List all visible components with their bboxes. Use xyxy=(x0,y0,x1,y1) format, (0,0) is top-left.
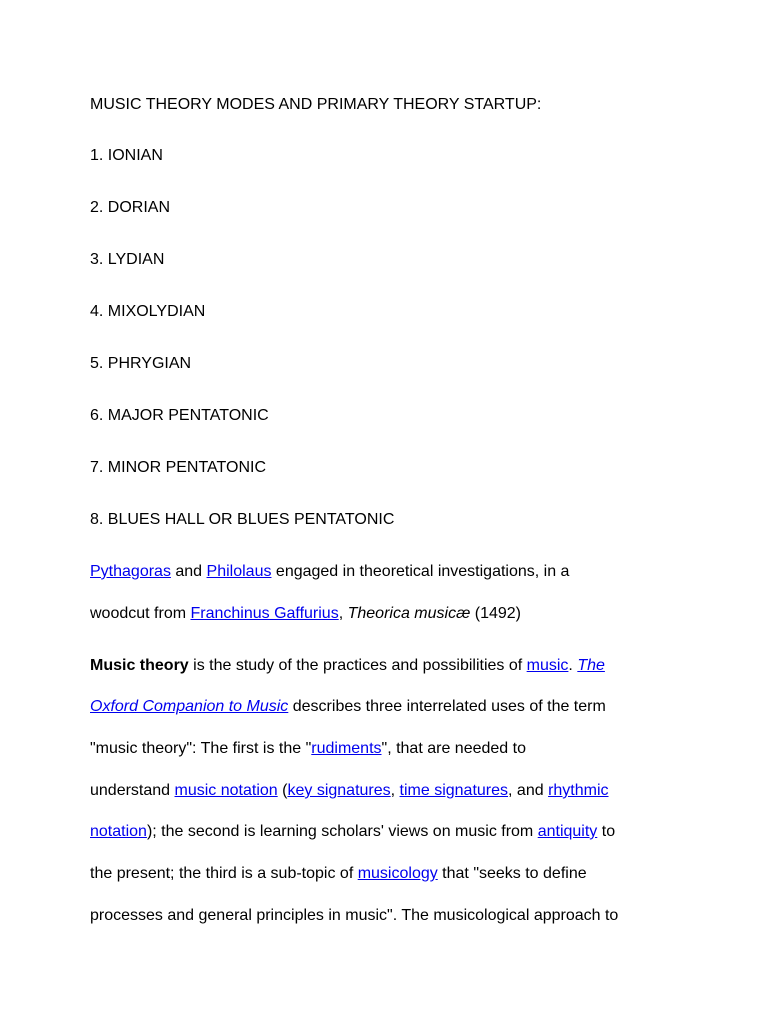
paragraph-text: , xyxy=(390,782,400,799)
mode-item-1: 1. IONIAN xyxy=(90,147,163,164)
caption-line-2 xyxy=(90,604,521,624)
mode-item-6: 6. MAJOR PENTATONIC xyxy=(90,407,269,424)
link-oxford-companion-text: The xyxy=(577,657,605,674)
paragraph-text: ); the second is learning scholars' views on music from xyxy=(146,823,538,840)
link-pythagoras[interactable]: Pythagoras xyxy=(90,563,171,580)
link-oxford-companion-part-2[interactable] xyxy=(90,698,288,715)
link-antiquity[interactable]: antiquity xyxy=(537,823,598,840)
link-time-signatures[interactable]: time signatures xyxy=(399,782,509,799)
mode-item-7: 7. MINOR PENTATONIC xyxy=(90,459,267,476)
link-music-notation[interactable]: music notation xyxy=(174,782,278,799)
link-musicology[interactable]: musicology xyxy=(357,865,438,882)
mode-item-3: 3. LYDIAN xyxy=(90,251,165,268)
mode-item-4: 4. MIXOLYDIAN xyxy=(90,303,206,320)
caption-line-1 xyxy=(90,562,569,582)
link-rhythmic-notation-part-1[interactable]: rhythmic xyxy=(548,782,609,799)
mode-item-8: 8. BLUES HALL OR BLUES PENTATONIC xyxy=(90,511,395,528)
link-philolaus[interactable]: Philolaus xyxy=(206,563,272,580)
paragraph-text: , and xyxy=(508,782,549,799)
paragraph-line-6 xyxy=(90,864,587,884)
caption-text: (1492) xyxy=(470,605,521,622)
link-key-signatures[interactable]: key signatures xyxy=(287,782,391,799)
caption-book-title: Theorica musicæ xyxy=(347,605,471,622)
paragraph-text: "music theory": The first is the " xyxy=(90,740,312,757)
paragraph-text: understand xyxy=(90,782,175,799)
caption-text: and xyxy=(170,563,207,580)
mode-item-2: 2. DORIAN xyxy=(90,199,171,216)
link-rudiments[interactable]: rudiments xyxy=(311,740,382,757)
paragraph-line-4 xyxy=(90,781,609,801)
link-rhythmic-notation-part-2[interactable]: notation xyxy=(90,823,147,840)
paragraph-line-1 xyxy=(90,656,605,676)
term-music-theory: Music theory xyxy=(90,657,189,674)
caption-text: woodcut from xyxy=(90,605,191,622)
caption-text: , xyxy=(338,605,348,622)
link-franchinus-gaffurius[interactable]: Franchinus Gaffurius xyxy=(190,605,339,622)
paragraph-text: the present; the third is a sub-topic of xyxy=(90,865,358,882)
paragraph-text: processes and general principles in music". The musicological approach to xyxy=(90,907,619,924)
paragraph-line-2 xyxy=(90,697,606,717)
paragraph-text: ( xyxy=(277,782,288,799)
paragraph-text: is the study of the practices and possibilities of xyxy=(188,657,527,674)
caption-text: engaged in theoretical investigations, in a xyxy=(271,563,570,580)
paragraph-line-7 xyxy=(90,906,618,926)
link-oxford-companion-part-1[interactable] xyxy=(577,657,605,674)
paragraph-text: to xyxy=(597,823,616,840)
paragraph-text: . xyxy=(568,657,578,674)
link-music[interactable]: music xyxy=(526,657,569,674)
paragraph-line-5 xyxy=(90,822,615,842)
paragraph-text: ", that are needed to xyxy=(381,740,526,757)
link-oxford-companion-text: Oxford Companion to Music xyxy=(90,698,289,715)
paragraph-text: describes three interrelated uses of the term xyxy=(288,698,606,715)
mode-item-5: 5. PHRYGIAN xyxy=(90,355,192,372)
document-heading: MUSIC THEORY MODES AND PRIMARY THEORY STARTUP: xyxy=(90,96,542,113)
paragraph-text: that "seeks to define xyxy=(437,865,587,882)
paragraph-line-3 xyxy=(90,739,526,759)
